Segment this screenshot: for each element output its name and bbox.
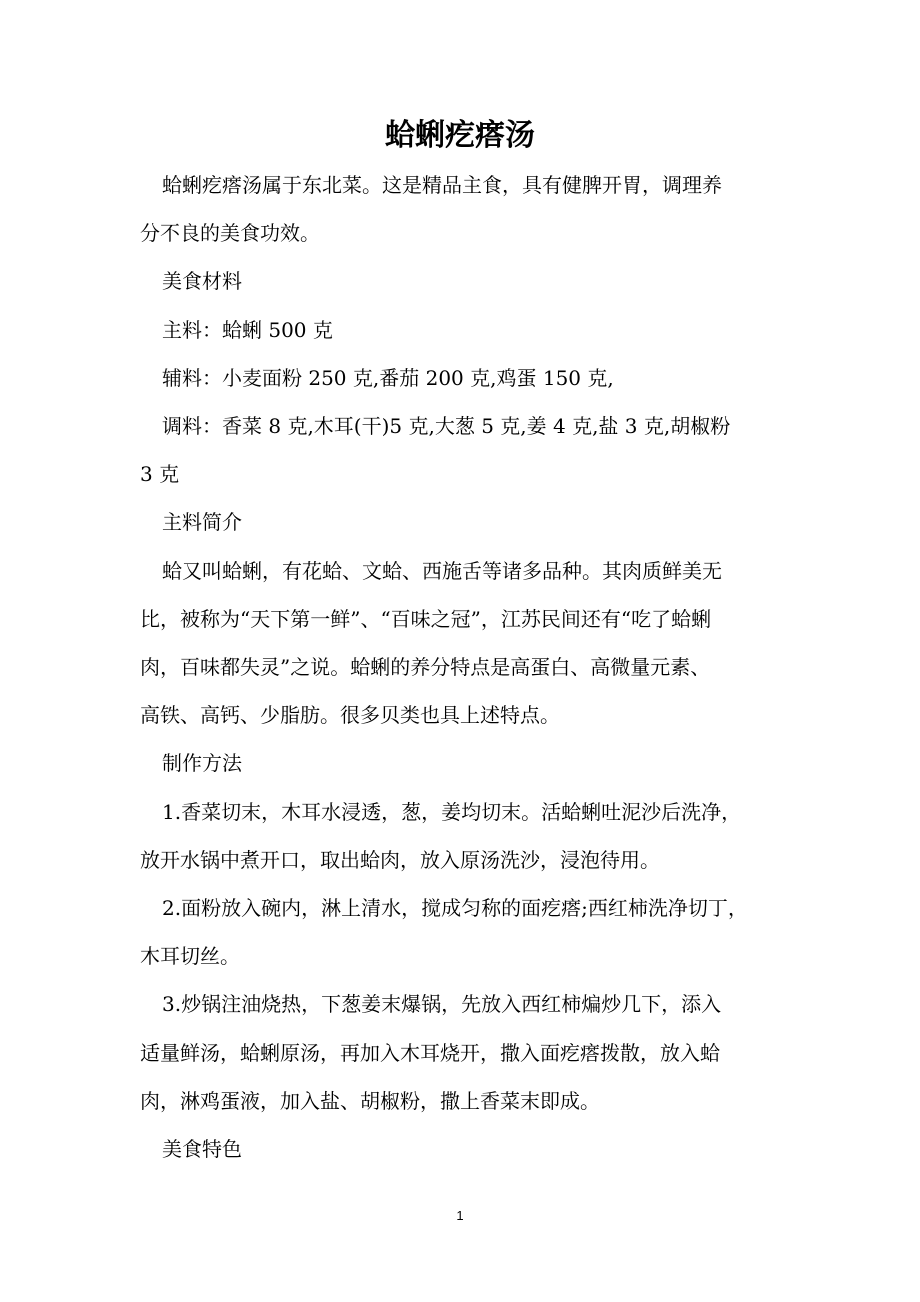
- main-intro-line-4: 高铁、高钙、少脂肪。很多贝类也具上述特点。: [140, 703, 560, 727]
- step-3-line-3: 肉，淋鸡蛋液，加入盐、胡椒粉，撒上香菜末即成。: [140, 1089, 600, 1113]
- step-1-line-2: 放开水锅中煮开口，取出蛤肉，放入原汤洗沙，浸泡待用。: [140, 848, 660, 872]
- step-2-line-1: 2.面粉放入碗内，淋上清水，搅成匀称的面疙瘩;西红柿洗净切丁，: [162, 896, 748, 920]
- main-intro-heading: 主料简介: [162, 510, 242, 534]
- main-ingredients: 主料：蛤蜊 500 克: [162, 318, 333, 342]
- main-intro-line-2: 比，被称为“天下第一鲜”、“百味之冠”，江苏民间还有“吃了蛤蜊: [140, 607, 712, 631]
- intro-line-1: 蛤蜊疙瘩汤属于东北菜。这是精品主食，具有健脾开胃，调理养: [162, 173, 722, 197]
- page-number: 1: [456, 1208, 464, 1223]
- step-3-line-1: 3.炒锅注油烧热，下葱姜末爆锅，先放入西红柿煸炒几下，添入: [162, 992, 722, 1016]
- page-title: 蛤蜊疙瘩汤: [385, 118, 535, 153]
- main-intro-line-3: 肉，百味都失灵”之说。蛤蜊的养分特点是高蛋白、高微量元素、: [140, 655, 711, 679]
- intro-line-2: 分不良的美食功效。: [140, 221, 320, 245]
- materials-heading: 美食材料: [162, 269, 242, 293]
- seasoning-line-2: 3 克: [140, 462, 180, 486]
- step-3-line-2: 适量鲜汤，蛤蜊原汤，再加入木耳烧开，撒入面疙瘩拨散，放入蛤: [140, 1041, 720, 1065]
- main-intro-line-1: 蛤又叫蛤蜊，有花蛤、文蛤、西施舌等诸多品种。其肉质鲜美无: [162, 559, 722, 583]
- method-heading: 制作方法: [162, 751, 242, 775]
- step-2-line-2: 木耳切丝。: [140, 944, 240, 968]
- features-heading: 美食特色: [162, 1137, 242, 1161]
- aux-ingredients: 辅料：小麦面粉 250 克,番茄 200 克,鸡蛋 150 克,: [162, 366, 614, 390]
- step-1-line-1: 1.香菜切末，木耳水浸透，葱，姜均切末。活蛤蜊吐泥沙后洗净，: [162, 800, 742, 824]
- seasoning-line-1: 调料：香菜 8 克,木耳(干)5 克,大葱 5 克,姜 4 克,盐 3 克,胡椒粉: [162, 414, 731, 438]
